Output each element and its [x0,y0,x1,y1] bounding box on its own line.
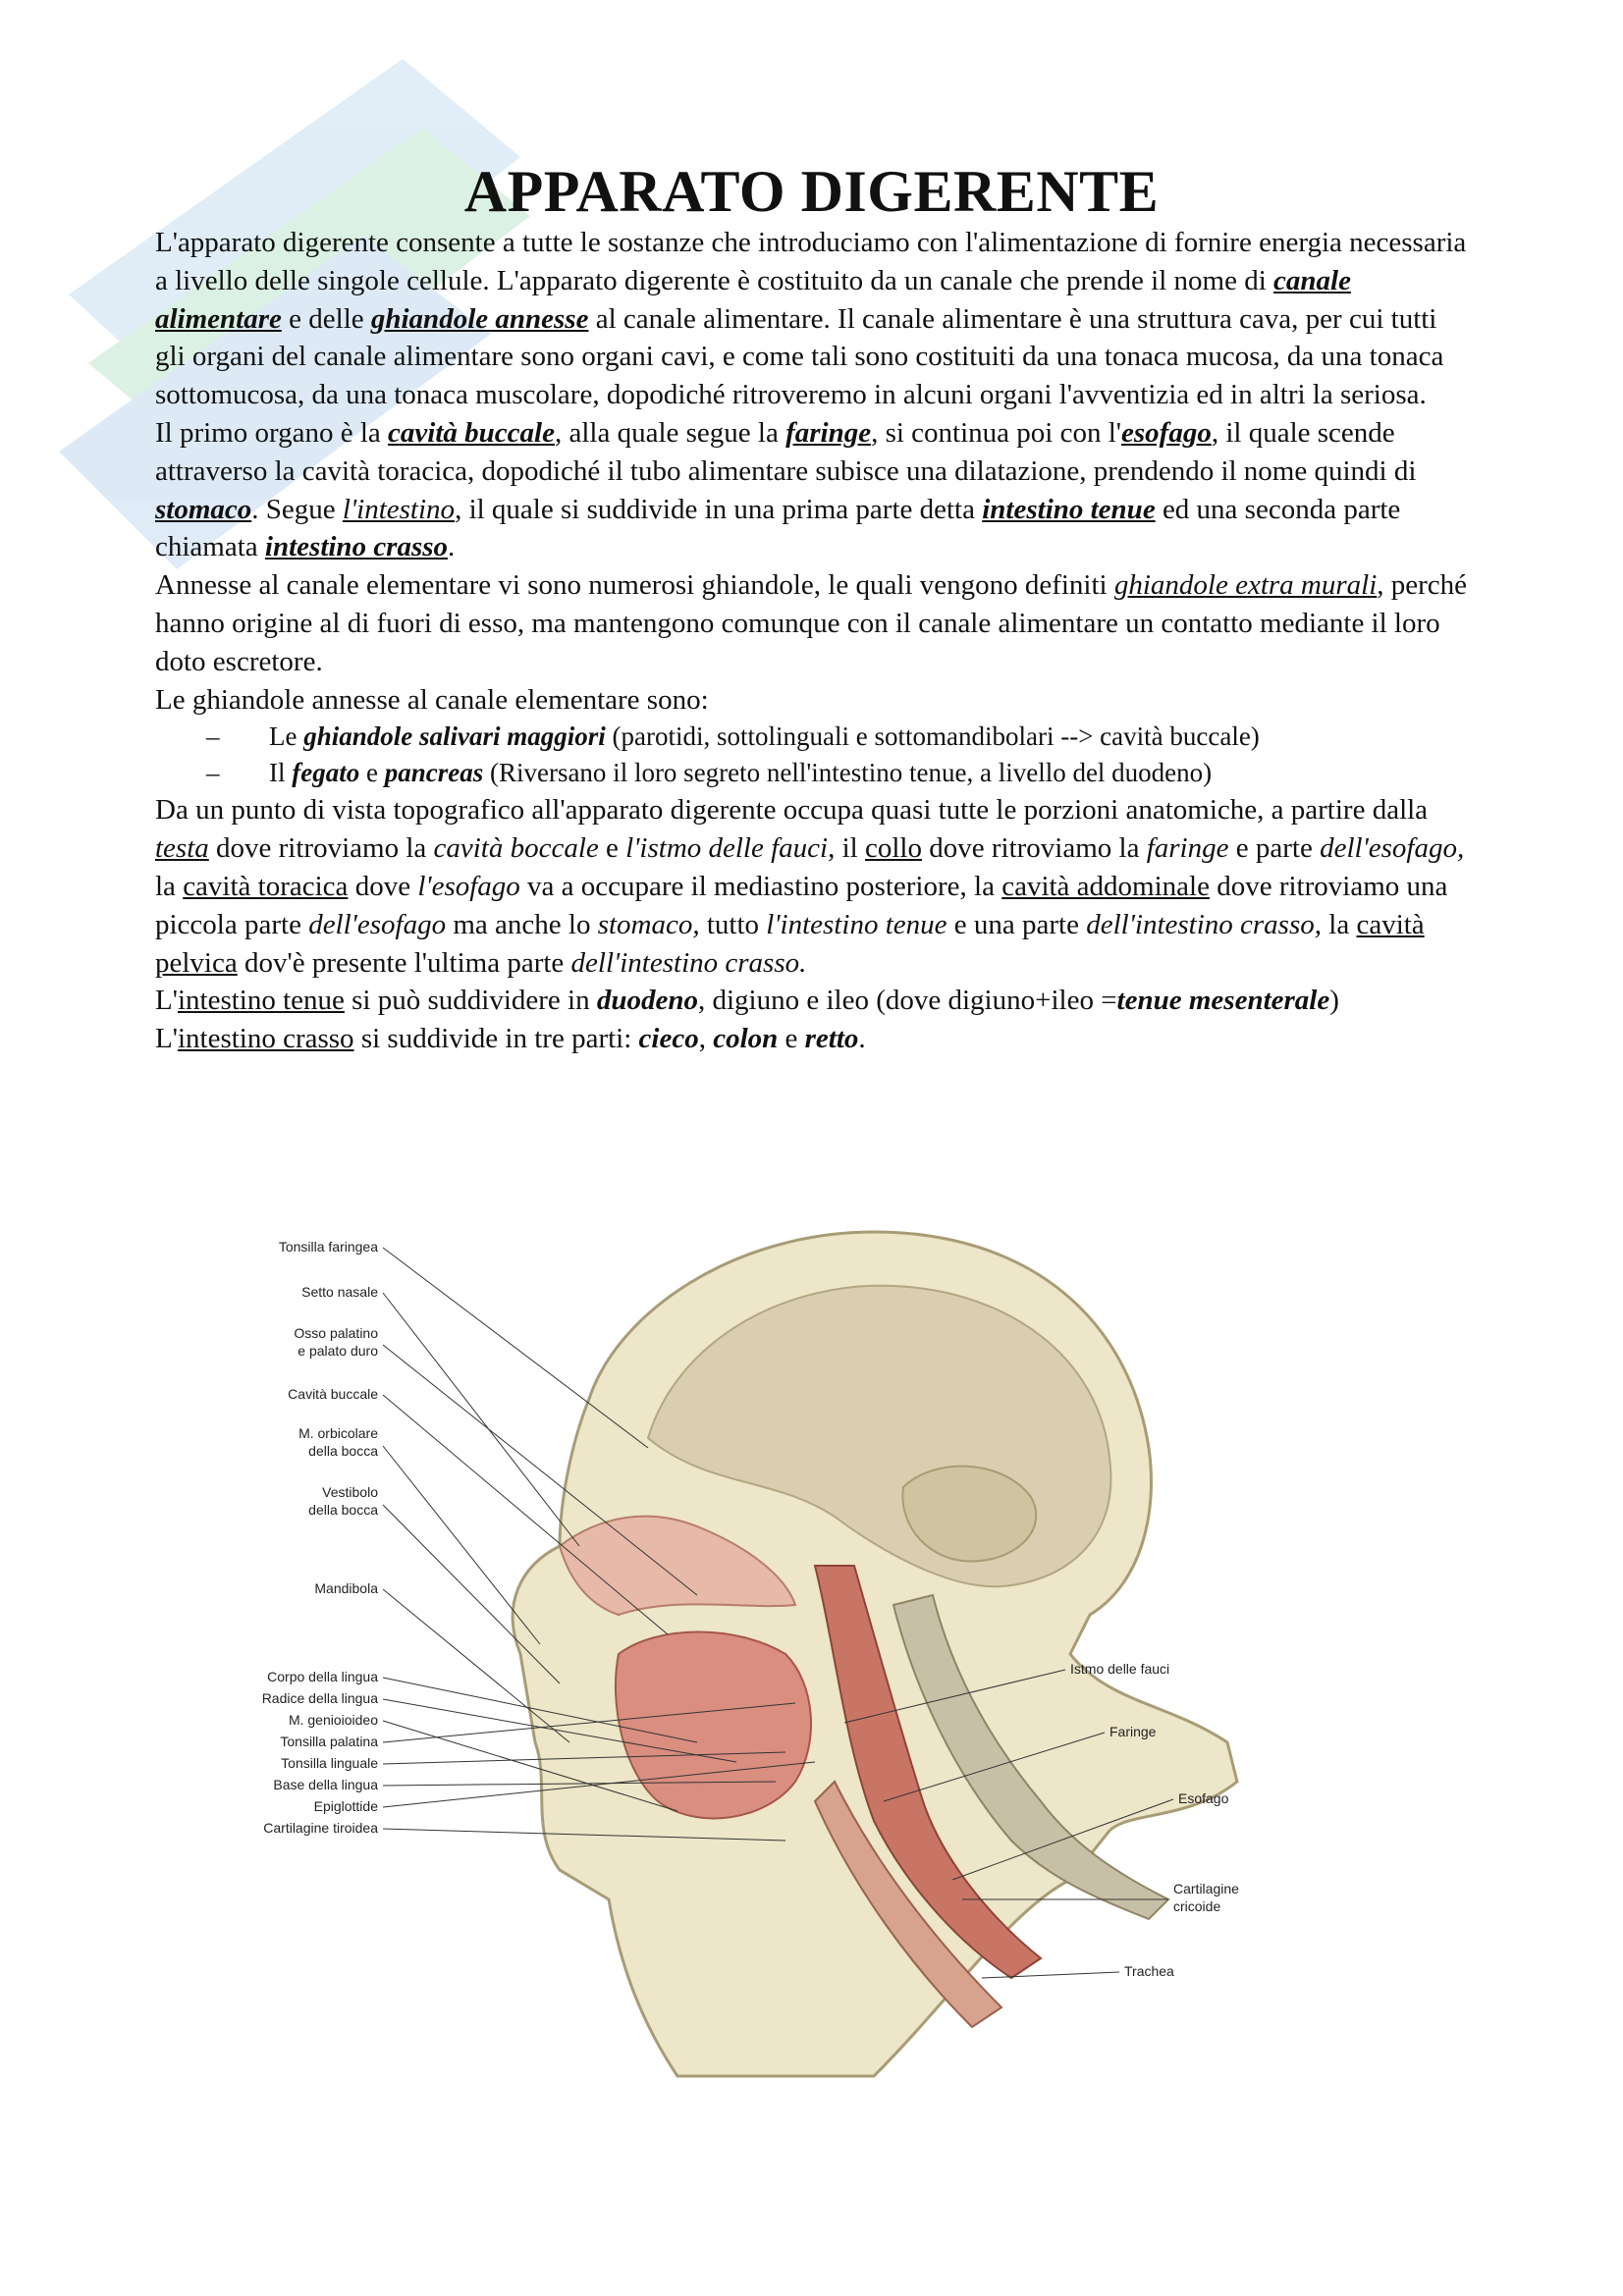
paragraph-large-intestine: L'intestino crasso si suddivide in tre parti: cieco, colon e retto. [155,1023,866,1055]
figure-label: Tonsilla faringea [278,1239,378,1255]
figure-label: M. genioioideo [288,1712,378,1728]
figure-label: Setto nasale [301,1284,378,1300]
figure-label: e palato duro [298,1343,378,1359]
figure-label: Mandibola [314,1580,378,1596]
figure-label: Epiglottide [313,1798,378,1814]
figure-label: Base della lingua [273,1777,378,1792]
figure-label: Osso palatino [294,1325,378,1341]
figure-label: Cartilagine [1173,1881,1239,1896]
anatomy-figure [261,1193,1306,2096]
paragraph-organs: Il primo organo è la cavità buccale, alla quale segue la faringe, si continua poi con l'esofago, il quale scende attraverso la cavità toracica, dopodiché il tubo alimentare subisce una dilatazione, prendendo il nome quindi di stomaco. Segue l'intestino, il quale si suddivide in una prima parte detta intestino tenue ed una seconda parte chiamata intestino crasso. [155,416,1417,563]
figure-label: Corpo della lingua [267,1669,378,1684]
list-item: – Il fegato e pancreas (Riversano il loro segreto nell'intestino tenue, a livello del duodeno) [206,758,1213,788]
figure-label: cricoide [1173,1898,1221,1914]
figure-label: Istmo delle fauci [1070,1661,1170,1677]
paragraph-topography: Da un punto di vista topografico all'apparato digerente occupa quasi tutte le porzioni anatomiche, a partire dalla testa dove ritroviamo la cavità boccale e l'istmo delle fauci, il collo dove ritroviamo la faringe e parte dell'esofago, la cavità toracica dove l'esofago va a occupare il mediastino posteriore, la cavità addominale dove ritroviamo una piccola parte dell'esofago ma anche lo stomaco, tutto l'intestino tenue e una parte dell'intestino crasso, la cavità pelvica dov'è presente l'ultima parte dell'intestino crasso. [155,794,1465,979]
page-title: APPARATO DIGERENTE [463,159,1160,224]
figure-label: Faringe [1109,1724,1157,1739]
body-text [155,224,1473,1058]
figure-label: M. orbicolare [298,1425,378,1441]
figure-label: Radice della lingua [261,1690,378,1706]
list-item: – Le ghiandole salivari maggiori (parotidi, sottolinguali e sottomandibolari --> cavità buccale) [206,721,1260,752]
paragraph-glands: Annesse al canale elementare vi sono numerosi ghiandole, le quali vengono definiti ghiandole extra murali, perché hanno origine al di fuori di esso, ma mantengono comunque con il canale alimentare un contatto mediante il loro doto escretore. [155,569,1468,677]
figure-label: Esofago [1178,1790,1229,1806]
figure-label: della bocca [308,1443,378,1459]
figure-label: Vestibolo [322,1484,378,1500]
figure-label: Cartilagine tiroidea [263,1820,378,1836]
figure-label: della bocca [308,1502,378,1518]
paragraph-glands-list-intro: Le ghiandole annesse al canale elementare sono: [155,683,709,716]
figure-label: Cavità buccale [288,1386,378,1402]
paragraph-small-intestine: L'intestino tenue si può suddividere in duodeno, digiuno e ileo (dove digiuno+ileo =tenue mesenterale) [155,985,1339,1017]
figure-label: Trachea [1124,1963,1174,1979]
figure-label: Tonsilla linguale [281,1755,378,1771]
paragraph-intro: L'apparato digerente consente a tutte le sostanze che introduciamo con l'alimentazione di fornire energia necessaria a livello delle singole cellule. L'apparato digerente è costituito da un canale che prende il nome di canale alimentare e delle ghiandole annesse al canale alimentare. Il canale alimentare è una struttura cava, per cui tutti gli organi del canale alimentare sono organi cavi, e come tali sono costituiti da una tonaca mucosa, da una tonaca sottomucosa, da una tonaca muscolare, dopodiché ritroveremo in alcuni organi l'avventizia ed in altri la seriosa. [155,227,1467,411]
figure-label: Tonsilla palatina [280,1734,378,1749]
